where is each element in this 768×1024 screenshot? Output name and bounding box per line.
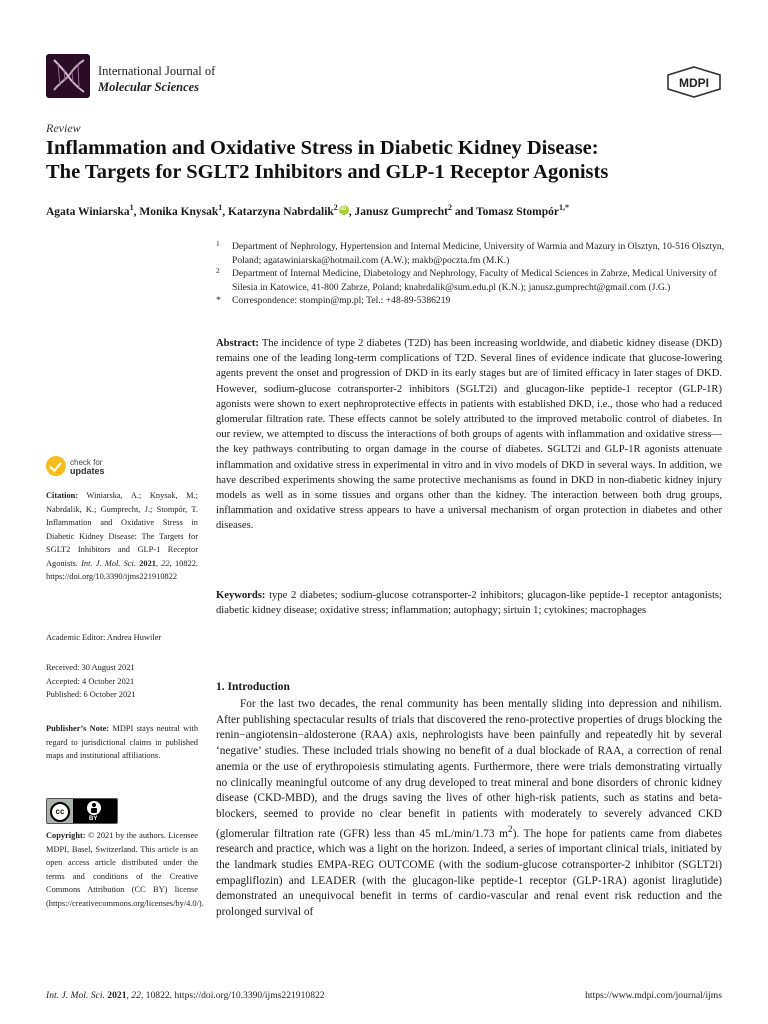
author-name[interactable]: Monika Knysak [139,205,219,218]
affiliation-text: Department of Internal Medicine, Diabetology and Nephrology, Faculty of Medical Sciences in Zabrze, Medical University of Silesia in Katowice, 41-800 Zabrze, Poland; knabrdalik@sum.edu.pl (K.N.); janusz.gumprecht@gmail.com (J.G.) [232,268,717,293]
author-list [46,203,569,218]
intro-text-part2: ). The hope for patients came from diabetes research and practice, which was a light on the horizon. Indeed, a series of important clinical trials, initiated by the landmark studies EMPA-REG OUTCOME (with the sodium-glucose cotransporter-2 inhibitor (SGLT2i) empagliflozin) and LEADER (with the glucagon-like peptide-1 receptor (GLP-1RA) agonist liraglutide) demonstrated an unequivocal benefit in terms of cardio-vascular and renal event risk reduction and the prolonged survival of [216,827,722,918]
author-separator: , [222,205,229,218]
copyright-text: © 2021 by the authors. Licensee MDPI, Basel, Switzerland. This article is an open access article distributed under the terms and conditions of the Creative Commons Attribution (CC BY) license (https://creativecommons.org/licenses/by/4.0/). [46,831,204,908]
author-affil-sup: 1,* [559,203,570,212]
published-date: Published: 6 October 2021 [46,690,136,699]
author-name[interactable]: Tomasz Stompór [476,205,560,218]
abstract-text: The incidence of type 2 diabetes (T2D) has been increasing worldwide, and diabetic kidney disease (DKD) remains one of the leading long-term complications of T2D. Several lines of evidence indicate that glucose-lowering agents prevent the onset and progression of DKD in its early stages but are of limited efficacy in later stages of DKD. However, sodium-glucose cotransporter-2 inhibitors (SGLT2i) and glucagon-like peptide-1 receptor (GLP-1R) agonists were shown to exert nephroprotective effects in patients with established DKD, i.e., those who had a reduced glomerular filtration rate. These effects cannot be solely attributed to the improved metabolic control of diabetes. In our review, we attempted to discuss the interactions of both groups of agents with inflammation and oxidative stress—the key pathways contributing to organ damage in the course of diabetes. SGLT2i and GLP-1R agonists attenuate inflammation and oxidative stress in experimental in vitro and in vivo models of DKD in several ways. In addition, we have described experiments showing the same protective mechanisms as found in DKD in non-diabetic kidney injury models as well as in some tissues and organs other than the kidney. The interaction between both drug groups, inflammation and oxidative stress appears to have a universal mechanism of organ protection in diabetes and other diseases. [216,338,722,532]
intro-superscript: 2 [507,824,513,835]
affiliation-1 [216,240,736,267]
journal-name-line1: International Journal of [98,64,216,78]
check-updates-line2: updates [70,466,105,476]
affiliation-2 [216,267,736,294]
by-area [73,799,118,824]
publisher-note-text: MDPI stays neutral with regard to jurisdictional claims in published maps and institutional affiliations. [46,724,199,760]
intro-text-part1: For the last two decades, the renal community has been mentally sliding into depression and nihilism. After publishing spectacular results of trials that discovered the reno-protective properties of drugs blocking the renin−angiotensin−aldosterone (RAA) axis, nephrologists have been painfully and repeatedly hit by several ‘negative’ studies. These included trials showing no benefit of a dual blockade of RAA, a correction of renal anemia or the use of erythropoiesis stimulating agents. Furthermore, there were trials demonstrating virtually no clinically meaningful outcome of any drug developed to treat mineral and bone disorders of chronic kidney disease (CKD-MBD), and the drugs saving the lives of other high-risk patients, such as statins and beta-blockers, seemed to provide no clear benefit in patients with moderately to severely advanced CKD (glomerular filtration rate (GFR) less than 45 mL/min/1.73 m [216,698,722,840]
correspondence [216,294,736,308]
abstract [216,336,722,534]
correspondence-mark: * [216,295,221,306]
publisher-note [46,722,198,763]
publication-dates [46,661,198,702]
article-title-line2: The Targets for SGLT2 Inhibitors and GLP-1 Receptor Agonists [46,161,609,183]
article-title-line1: Inflammation and Oxidative Stress in Diabetic Kidney Disease: [46,137,599,159]
keywords-label: Keywords: [216,590,266,601]
correspondence-text: Correspondence: stompin@mp.pl; Tel.: +48-89-5386219 [232,295,451,306]
publisher-note-label: Publisher’s Note: [46,724,110,733]
author-affil-sup: 1 [129,203,134,212]
author-name[interactable]: Janusz Gumprecht [354,205,448,218]
introduction-paragraph [216,697,722,921]
footer-year: 2021 [107,990,127,1001]
journal-name-line2: Molecular Sciences [98,80,200,94]
cc-by-license-badge[interactable] [46,798,118,824]
by-label: BY [89,816,98,822]
check-for-updates-button[interactable] [46,456,126,480]
footer-volume: 22 [131,990,141,1001]
journal-logo [46,54,90,98]
cc-icon: cc [50,802,70,822]
attribution-person-icon [87,801,101,815]
footer-citation: Int. J. Mol. Sci. 2021, 22, 10822. https://doi.org/10.3390/ijms221910822 [46,990,325,1001]
copyright [46,829,204,910]
author-name[interactable]: Katarzyna Nabrdalik [228,205,334,218]
footer-journal-url[interactable]: https://www.mdpi.com/journal/ijms [585,990,722,1001]
article-title [46,136,736,184]
checkmark-icon [46,456,66,476]
copyright-label: Copyright: [46,831,86,840]
author-affil-sup: 2 [333,203,338,212]
citation-journal: Int. J. Mol. Sci. [81,558,136,568]
citation-doi[interactable]: , 10822. https://doi.org/10.3390/ijms221910822 [46,558,198,581]
citation-year: 2021 [139,558,156,568]
journal-name [98,63,215,95]
author-affil-sup: 1 [218,203,223,212]
affiliation-mark: 2 [216,266,220,275]
orcid-icon[interactable] [339,205,349,215]
received-date: Received: 30 August 2021 [46,663,135,672]
keywords [216,588,722,618]
author-name[interactable]: Agata Winiarska [46,205,130,218]
mdpi-logo-text: MDPI [679,76,709,90]
footer-journal: Int. J. Mol. Sci. [46,990,105,1001]
citation-volume: 22 [161,558,170,568]
author-separator: , [133,205,140,218]
keywords-text: type 2 diabetes; sodium-glucose cotransporter-2 inhibitors; glucagon-like peptide-1 receptor antagonists; diabetic kidney disease; oxidative stress; inflammation; autophagy; sirtuin 1; cytokines; macrophages [216,590,722,617]
article-type: Review [46,121,81,135]
section-heading-introduction: 1. Introduction [216,681,290,693]
citation-text: Winiarska, A.; Knysak, M.; Nabrdalik, K.; Gumprecht, J.; Stompór, T. Inflammation and Oxidative Stress in Diabetic Kidney Disease: The Targets for SGLT2 Inhibitors and GLP-1 Receptor Agonists. [46,491,198,568]
check-updates-line1: check for [70,458,103,467]
citation: Citation: Winiarska, A.; Knysak, M.; Nabrdalik, K.; Gumprecht, J.; Stompór, T. Inflammation and Oxidative Stress in Diabetic Kidney Disease: The Targets for SGLT2 Inhibitors and GLP-1 Receptor Agonists. Int. J. Mol. Sci. 2021, 22, 10822. https://doi.org/10.3390/ijms221910822 [46,491,198,581]
citation-label: Citation: [46,491,79,500]
affiliation-mark: 1 [216,239,220,248]
affiliations [216,240,736,308]
author-separator: and [451,205,477,218]
abstract-label: Abstract: [216,338,259,349]
author-separator: , [348,205,355,218]
mdpi-logo [666,66,722,98]
affiliation-text: Department of Nephrology, Hypertension and Internal Medicine, University of Warmia and Mazury in Olsztyn, 10-516 Olsztyn, Poland; agatawiniarska@hotmail.com (A.W.); makb@poczta.fm (M.K.) [232,241,725,266]
footer-doi[interactable]: , 10822. https://doi.org/10.3390/ijms221910822 [140,990,325,1001]
academic-editor: Academic Editor: Andrea Huwiler [46,633,162,642]
author-affil-sup: 2 [447,203,452,212]
accepted-date: Accepted: 4 October 2021 [46,676,135,686]
